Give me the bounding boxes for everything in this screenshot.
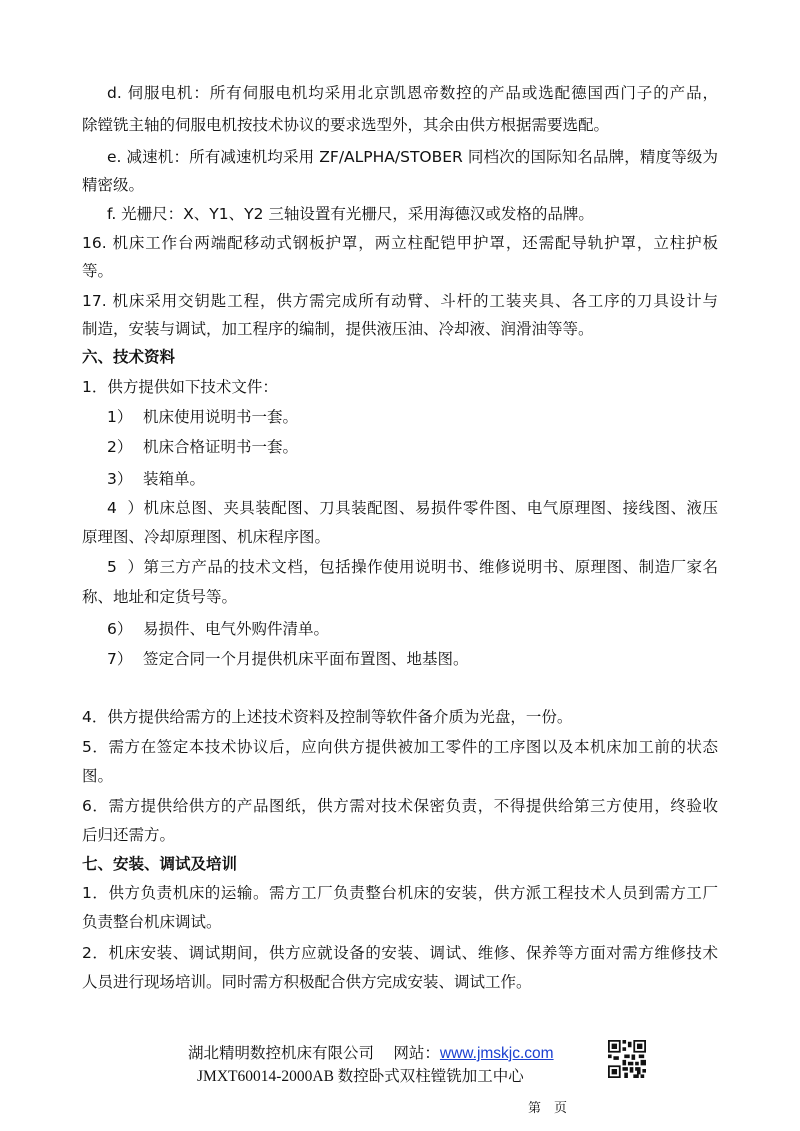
footer-company-line xyxy=(188,1041,554,1063)
list-number: 3） xyxy=(107,470,133,488)
list-number: 6） xyxy=(107,620,133,638)
site-label: 网站： xyxy=(393,1045,440,1062)
list-text: 签定合同一个月提供机床平面布置图、地基图。 xyxy=(143,650,469,668)
list-item xyxy=(107,556,718,578)
list-item xyxy=(107,436,298,458)
paragraph-line: 2．机床安装、调试期间，供方应就设备的安装、调试、维修、保养等方面对需方维修技术 xyxy=(82,944,718,962)
list-text: 机床合格证明书一套。 xyxy=(143,438,299,456)
list-item xyxy=(107,468,205,490)
page-number: 第 页 xyxy=(528,1100,568,1115)
paragraph-line: 制造，安装与调试，加工程序的编制，提供液压油、冷却液、润滑油等等。 xyxy=(82,320,594,338)
paragraph-line: 16. 机床工作台两端配移动式钢板护罩，两立柱配铠甲护罩，还需配导轨护罩，立柱护板 xyxy=(82,234,718,252)
list-number: 1） xyxy=(107,408,133,426)
paragraph-line: f. 光栅尺：X、Y1、Y2 三轴设置有光栅尺，采用海德汉或发格的品牌。 xyxy=(107,205,594,223)
list-text: 机床使用说明书一套。 xyxy=(143,408,299,426)
paragraph-line: 精密级。 xyxy=(82,176,145,194)
list-item xyxy=(107,648,469,670)
paragraph-line: 5．需方在签定本技术协议后，应向供方提供被加工零件的工序图以及本机床加工前的状态 xyxy=(82,738,718,756)
paragraph-line: 1．供方提供如下技术文件： xyxy=(82,378,278,396)
section-heading: 六、技术资料 xyxy=(82,348,176,366)
paragraph-line: 等。 xyxy=(82,262,114,280)
paragraph-line: 17. 机床采用交钥匙工程，供方需完成所有动臂、斗杆的工装夹具、各工序的刀具设计与 xyxy=(82,292,718,310)
list-item xyxy=(107,618,329,640)
list-number: 2） xyxy=(107,438,133,456)
paragraph-line: 后归还需方。 xyxy=(82,826,176,844)
paragraph-line: d. 伺服电机：所有伺服电机均采用北京凯恩帝数控的产品或选配德国西门子的产品， xyxy=(107,84,718,102)
paragraph-line: 负责整台机床调试。 xyxy=(82,913,222,931)
qr-code-icon xyxy=(608,1040,646,1078)
section-heading: 七、安装、调试及培训 xyxy=(82,855,238,873)
paragraph-line: 6．需方提供给供方的产品图纸，供方需对技术保密负责，不得提供给第三方使用，终验收 xyxy=(82,797,718,815)
list-text: 装箱单。 xyxy=(143,470,206,488)
list-number: 7） xyxy=(107,650,133,668)
paragraph-line: e. 减速机：所有减速机均采用 ZF/ALPHA/STOBER 同档次的国际知名品牌，精度等级为 xyxy=(107,148,718,166)
list-item-continuation: 称、地址和定货号等。 xyxy=(82,588,238,606)
paragraph-line: 1．供方负责机床的运输。需方工厂负责整台机床的安装，供方派工程技术人员到需方工厂 xyxy=(82,884,718,902)
list-text: 易损件、电气外购件清单。 xyxy=(143,620,330,638)
list-item xyxy=(107,497,718,519)
company-name: 湖北精明数控机床有限公司 xyxy=(188,1045,375,1062)
list-number: 5） xyxy=(107,558,143,576)
list-number: 4） xyxy=(107,499,143,517)
list-item xyxy=(107,406,298,428)
website-link[interactable]: www.jmskjc.com xyxy=(439,1045,554,1062)
list-item-continuation: 原理图、冷却原理图、机床程序图。 xyxy=(82,528,331,546)
list-text: 第三方产品的技术文档，包括操作使用说明书、维修说明书、原理图、制造厂家名 xyxy=(143,558,718,576)
paragraph-line: 人员进行现场培训。同时需方积极配合供方完成安装、调试工作。 xyxy=(82,973,532,991)
list-text: 机床总图、夹具装配图、刀具装配图、易损件零件图、电气原理图、接线图、液压 xyxy=(143,499,718,517)
paragraph-line: 除镗铣主轴的伺服电机按技术协议的要求选型外，其余由供方根据需要选配。 xyxy=(82,116,610,134)
paragraph-line: 4．供方提供给需方的上述技术资料及控制等软件备介质为光盘，一份。 xyxy=(82,708,573,726)
paragraph-line: 图。 xyxy=(82,767,114,785)
model-name: JMXT60014-2000AB 数控卧式双柱镗铣加工中心 xyxy=(197,1068,524,1085)
